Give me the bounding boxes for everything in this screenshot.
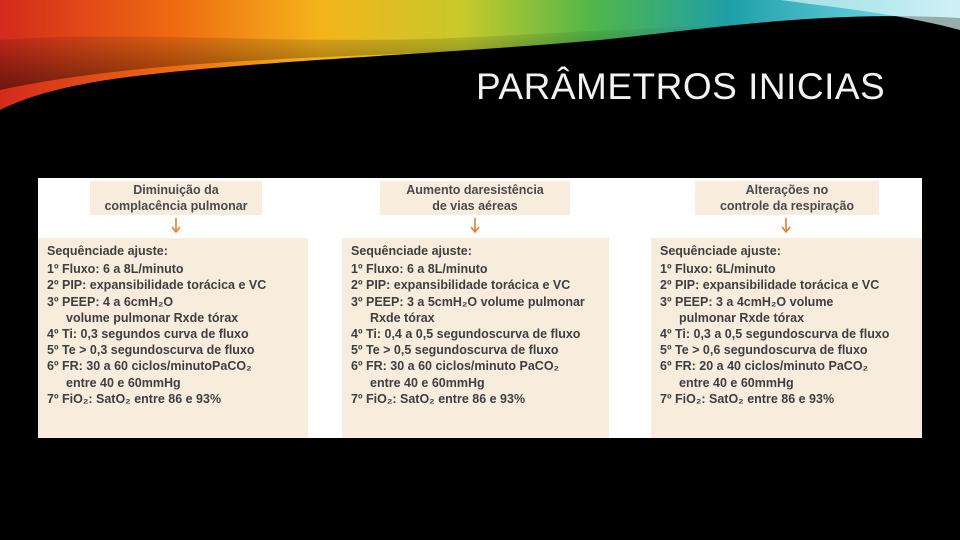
slide-title: PARÂMETROS INICIAS (476, 66, 886, 107)
panel-line: 6º FR: 30 a 60 ciclos/minutoPaCO₂ (47, 359, 252, 374)
panel-line: entre 40 e 60mmHg (370, 375, 485, 390)
panel-line: 5º Te > 0,6 segundoscurva de fluxo (660, 343, 868, 358)
panel-line: 1º Fluxo: 6 a 8L/minuto (47, 262, 184, 277)
panel-line: entre 40 e 60mmHg (679, 375, 794, 390)
panel-line: 4º Ti: 0,3 segundos curva de fluxo (47, 327, 249, 342)
panel-heading: Sequênciade ajuste: (660, 244, 781, 258)
panel-heading: Sequênciade ajuste: (47, 244, 168, 258)
cause-box (90, 181, 262, 215)
cause-box (695, 181, 879, 215)
panel-line: 6º FR: 20 a 40 ciclos/minuto PaCO₂ (660, 359, 869, 374)
cause-box (380, 181, 570, 215)
cause-line: Diminuição da (133, 183, 219, 197)
panel-line: 1º Fluxo: 6L/minuto (660, 262, 776, 277)
cause-line: controle da respiração (719, 199, 855, 213)
panel-line: 3º PEEP: 3 a 5cmH₂O volume pulmonar (351, 294, 585, 309)
panel-line: 3º PEEP: 4 a 6cmH₂O (47, 294, 174, 309)
column-resistencia (342, 178, 609, 438)
panel-line: 6º FR: 30 a 60 ciclos/minuto PaCO₂ (351, 359, 560, 374)
adjustment-panel (38, 238, 308, 438)
ventilation-parameters-figure (38, 178, 922, 438)
panel-line: volume pulmonar Rxde tórax (66, 310, 239, 325)
panel-line: entre 40 e 60mmHg (66, 375, 181, 390)
panel-line: 2º PIP: expansibilidade torácica e VC (351, 278, 571, 293)
down-arrow-icon (170, 218, 182, 234)
panel-line: 7º FiO₂: SatO₂ entre 86 e 93% (351, 391, 526, 406)
panel-line: 4º Ti: 0,4 a 0,5 segundoscurva de fluxo (351, 327, 581, 342)
panel-line: Rxde tórax (370, 310, 435, 325)
down-arrow-icon (469, 218, 481, 234)
adjustment-panel (342, 238, 609, 438)
panel-line: 5º Te > 0,5 segundoscurva de fluxo (351, 343, 559, 358)
cause-line: complacência pulmonar (104, 199, 248, 213)
panel-line: 3º PEEP: 3 a 4cmH₂O volume (660, 294, 834, 309)
panel-line: 2º PIP: expansibilidade torácica e VC (660, 278, 880, 293)
panel-line: pulmonar Rxde tórax (679, 310, 805, 325)
panel-line: 2º PIP: expansibilidade torácica e VC (47, 278, 267, 293)
cause-line: de vias aéreas (432, 199, 518, 213)
adjustment-panel (651, 238, 922, 438)
panel-heading: Sequênciade ajuste: (351, 244, 472, 258)
cause-line: Aumento daresistência (406, 183, 544, 197)
column-controle (651, 178, 922, 438)
panel-line: 5º Te > 0,3 segundoscurva de fluxo (47, 343, 255, 358)
panel-line: 7º FiO₂: SatO₂ entre 86 e 93% (660, 391, 835, 406)
down-arrow-icon (780, 218, 792, 234)
panel-line: 1º Fluxo: 6 a 8L/minuto (351, 262, 488, 277)
panel-line: 4º Ti: 0,3 a 0,5 segundoscurva de fluxo (660, 327, 890, 342)
panel-line: 7º FiO₂: SatO₂ entre 86 e 93% (47, 391, 222, 406)
column-complacencia (38, 178, 308, 438)
cause-line: Alterações no (745, 183, 829, 197)
